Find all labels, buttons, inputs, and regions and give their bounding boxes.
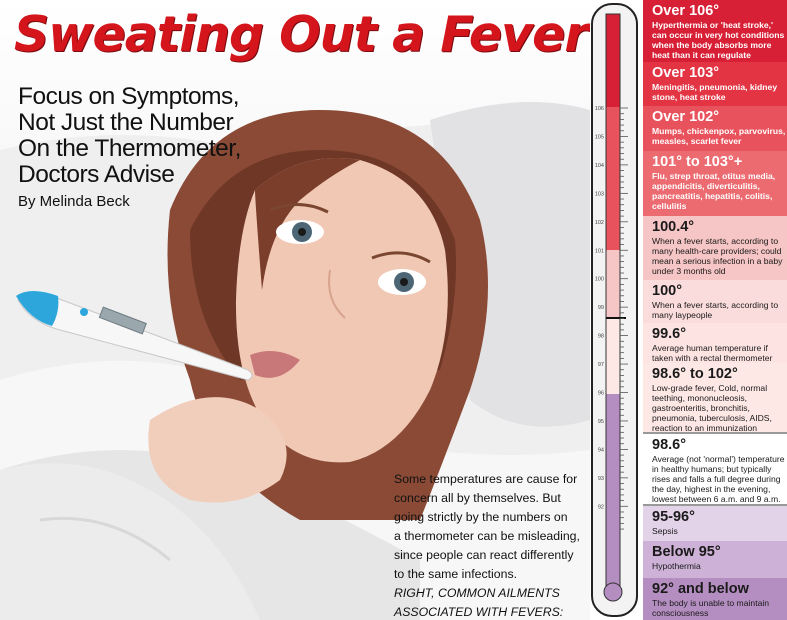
legend-band [643, 323, 787, 363]
legend-band [643, 62, 787, 106]
tick-label: 101 [594, 248, 604, 255]
tick-label: 106 [594, 106, 604, 112]
tick-label: 105 [594, 134, 604, 141]
legend-band [643, 363, 787, 432]
legend-band-description: Average human temperature if taken with a rectal thermometer [652, 343, 773, 363]
body-line: Some temperatures are cause for [394, 472, 578, 486]
tick-label: 95 [597, 418, 604, 425]
body-caption-line: RIGHT, COMMON AILMENTS [394, 586, 560, 600]
headline: Sweating Out a Fever [14, 6, 588, 63]
subhead-line: Focus on Symptoms, [18, 83, 240, 110]
legend-band [643, 578, 787, 620]
legend-band-title: Over 102° [652, 109, 720, 125]
tick-label: 96 [597, 390, 604, 397]
tick-label: 103 [594, 191, 604, 198]
body-text [394, 470, 586, 620]
legend-band-description: Sepsis [652, 526, 678, 536]
legend-band-title: 98.6° [652, 437, 687, 453]
tick-label: 97 [597, 362, 604, 369]
legend-band [643, 151, 787, 216]
tick-label: 94 [597, 447, 604, 454]
legend-band [643, 280, 787, 323]
scale-segment [606, 14, 620, 107]
legend-band-title: 100.4° [652, 219, 695, 235]
legend-band-title: 99.6° [652, 326, 687, 342]
body-line: going strictly by the numbers on [394, 510, 568, 524]
temperature-legend [643, 0, 787, 620]
legend-band-description: Mumps, chickenpox, parvovirus, measles, scarlet fever [652, 126, 786, 146]
tick-label: 98 [597, 333, 604, 340]
thermometer-bulb [604, 583, 622, 601]
legend-band [643, 106, 787, 151]
body-line: to the same infections. [394, 567, 518, 581]
legend-band-description: When a fever starts, according to many health-care providers; could mean a serious infection in a baby under 3 months old [652, 236, 783, 276]
legend-band [643, 541, 787, 578]
legend-band [643, 216, 787, 280]
tick-label: 102 [594, 219, 604, 226]
tick-label: 100 [594, 276, 604, 283]
legend-band-title: 100° [652, 283, 682, 299]
legend-band-title: Over 103° [652, 65, 720, 81]
tick-label: 99 [597, 305, 604, 312]
legend-band-description: Low-grade fever, Cold, normal teething, mononucleosis, gastroenteritis, bronchitis, pneumonia, tuberculosis, AIDS, reaction to an immunization [652, 383, 772, 432]
scale-segment [606, 394, 620, 594]
legend-band-description: Meningitis, pneumonia, kidney stone, heat stroke [652, 82, 778, 102]
legend-band-title: 98.6° to 102° [652, 366, 738, 382]
legend-band [643, 0, 787, 62]
legend-band-description: The body is unable to maintain consciousness [652, 598, 770, 618]
legend-band-description: Average (not 'normal') temperature in healthy humans; but typically rises and falls a full degree during the day, highest in the evening, lowest between 6 a.m. and 9 a.m. [652, 454, 785, 504]
legend-band-title: 92° and below [652, 581, 749, 597]
scale-segment [606, 107, 620, 250]
legend-band-description: Hyperthermia or 'heat stroke,' can occur in very hot conditions when the body absorbs more heat than it can regulate [652, 20, 785, 60]
subhead-line: On the Thermometer, [18, 135, 241, 162]
tick-label: 92 [597, 504, 604, 511]
subhead-line: Doctors Advise [18, 161, 175, 188]
legend-band-title: Over 106° [652, 3, 720, 19]
legend-band-title: 95-96° [652, 509, 695, 525]
legend-band-title: 101° to 103°+ [652, 154, 743, 170]
body-line: concern all by themselves. But [394, 491, 561, 505]
subheadline [18, 84, 288, 188]
legend-band-description: Flu, strep throat, otitus media, appendicitis, diverticulitis, pancreatitis, hepatitis, colitis, cellulitis [652, 171, 776, 211]
legend-band-title: Below 95° [652, 544, 721, 560]
thermometer-graphic [590, 0, 643, 620]
legend-band-description: Hypothermia [652, 561, 701, 571]
tick-label: 93 [597, 475, 604, 482]
scale-segment [606, 250, 620, 318]
byline: By Melinda Beck [18, 193, 130, 210]
legend-band-description: When a fever starts, according to many laypeople [652, 300, 779, 320]
body-caption-line: ASSOCIATED WITH FEVERS: [394, 605, 564, 619]
legend-band [643, 432, 787, 506]
thermometer-icon [590, 0, 643, 620]
scale-segment [606, 318, 620, 394]
body-line: a thermometer can be misleading, [394, 529, 580, 543]
body-line: since people can react differently [394, 548, 574, 562]
tick-label: 104 [594, 162, 604, 169]
subhead-line: Not Just the Number [18, 109, 234, 136]
legend-band [643, 506, 787, 541]
